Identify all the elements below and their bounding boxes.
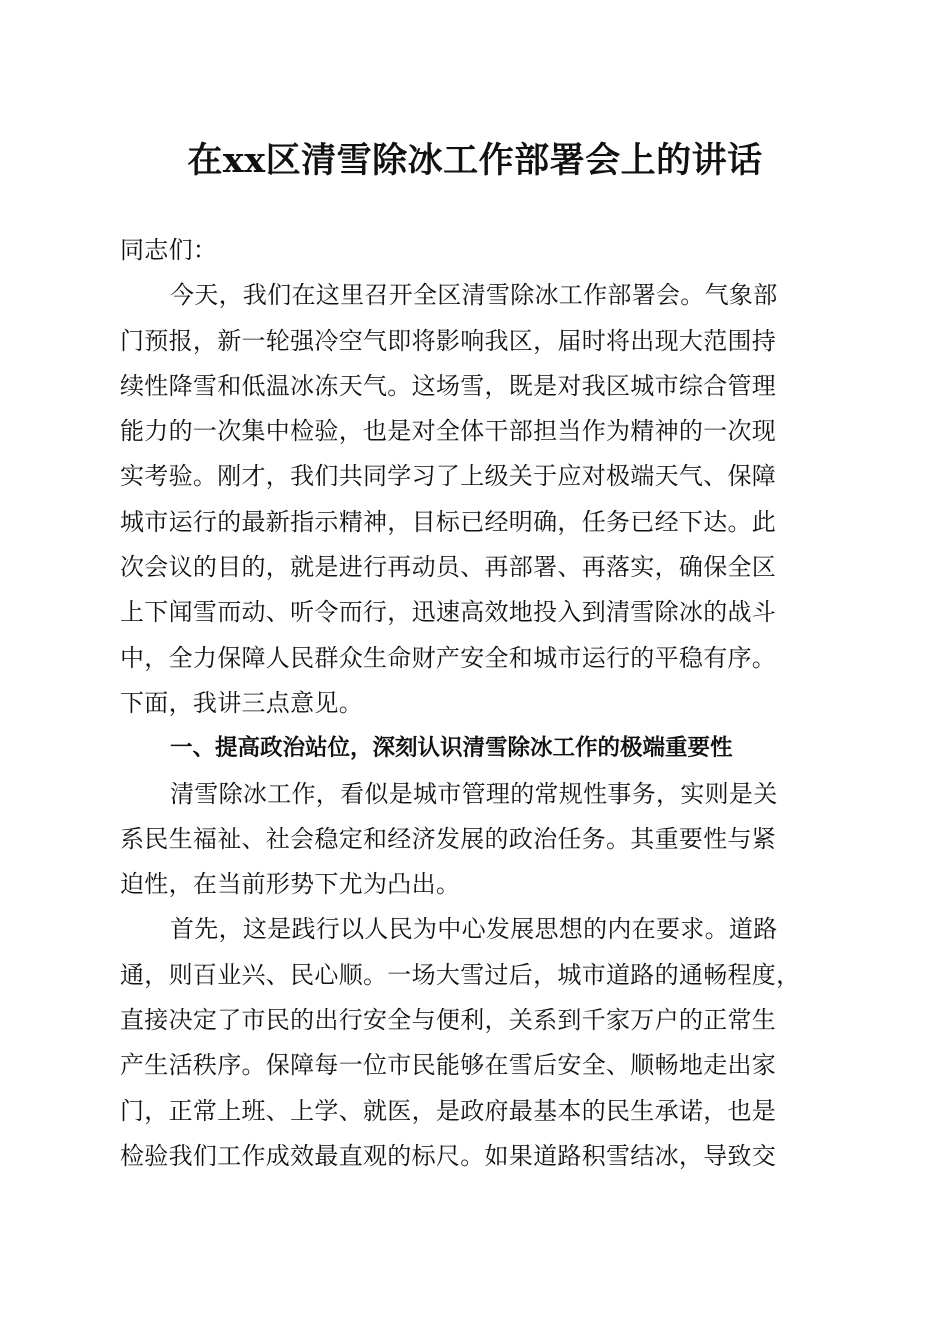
paragraph-line: 门，正常上班、上学、就医，是政府最基本的民生承诺，也是	[120, 1096, 777, 1125]
paragraph-line: 城市运行的最新指示精神，目标已经明确，任务已经下达。此	[120, 507, 777, 536]
paragraph-line: 门预报，新一轮强冷空气即将影响我区，届时将出现大范围持	[120, 326, 777, 355]
paragraph-line: 产生活秩序。保障每一位市民能够在雪后安全、顺畅地走出家	[120, 1051, 777, 1080]
speech-title: 在xx区清雪除冰工作部署会上的讲话	[187, 140, 763, 181]
paragraph-line: 今天，我们在这里召开全区清雪除冰工作部署会。气象部	[170, 281, 778, 310]
paragraph-line: 直接决定了市民的出行安全与便利，关系到千家万户的正常生	[120, 1006, 777, 1035]
paragraph-line: 通，则百业兴、民心顺。一场大雪过后，城市道路的通畅程度，	[120, 960, 801, 989]
paragraph-line: 能力的一次集中检验，也是对全体干部担当作为精神的一次现	[120, 417, 777, 446]
salutation: 同志们：	[120, 236, 218, 264]
paragraph-line: 上下闻雪而动、听令而行，迅速高效地投入到清雪除冰的战斗	[120, 598, 777, 627]
paragraph-line: 续性降雪和低温冰冻天气。这场雪，既是对我区城市综合管理	[120, 371, 777, 400]
paragraph-line: 检验我们工作成效最直观的标尺。如果道路积雪结冰，导致交	[120, 1141, 777, 1170]
paragraph-line: 次会议的目的，就是进行再动员、再部署、再落实，确保全区	[120, 553, 777, 582]
paragraph-line: 中，全力保障人民群众生命财产安全和城市运行的平稳有序。	[120, 643, 777, 672]
paragraph-line: 系民生福祉、社会稳定和经济发展的政治任务。其重要性与紧	[120, 824, 777, 853]
section-heading: 一、提高政治站位，深刻认识清雪除冰工作的极端重要性	[170, 735, 733, 762]
paragraph-line: 清雪除冰工作，看似是城市管理的常规性事务，实则是关	[170, 779, 778, 808]
paragraph-line: 首先，这是践行以人民为中心发展思想的内在要求。道路	[170, 915, 778, 944]
paragraph-line: 迫性，在当前形势下尤为凸出。	[120, 870, 461, 899]
paragraph-line: 下面，我讲三点意见。	[120, 688, 363, 717]
speech-body	[120, 228, 832, 1179]
paragraph-line: 实考验。刚才，我们共同学习了上级关于应对极端天气、保障	[120, 462, 777, 491]
